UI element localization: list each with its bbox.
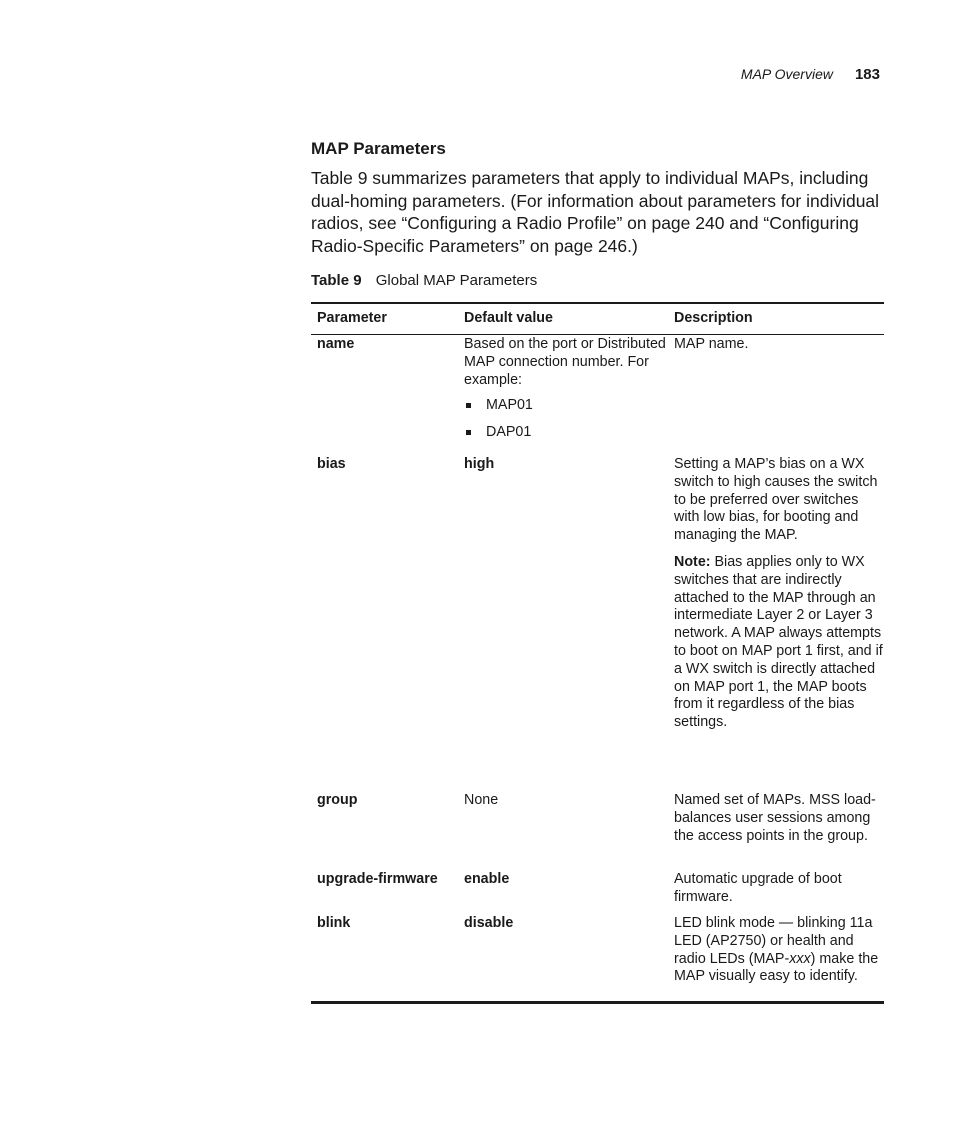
table-row [311, 871, 884, 915]
list-item: DAP01 [464, 424, 674, 442]
header-default-value: Default value [464, 310, 553, 327]
header-description: Description [674, 310, 753, 327]
desc-bias-cell [674, 456, 884, 792]
desc-upgrade-firmware: Automatic upgrade of boot firmware. [674, 871, 842, 905]
example-list [464, 397, 674, 442]
bullet-square-icon [466, 403, 471, 408]
default-bias: high [464, 456, 495, 472]
intro-paragraph: Table 9 summarizes parameters that apply to individual MAPs, including dual-homing parameters. (For information about parameters for individual radios, see “Configuring a Radio Profile” on page 240 and “Configuring Radio-Specific Parameters” on page 246.) [311, 168, 880, 256]
note-text: Bias applies only to WX switches that are indirectly attached to the MAP through an intermediate Layer 2 or Layer 3 network. A MAP always attempts to boot on MAP port 1 first, and if a WX switch is directly attached on MAP port 1, the MAP boots from it regardless of the bias settings. [674, 553, 883, 731]
table-row [311, 335, 884, 456]
running-header-section: MAP Overview [740, 66, 833, 82]
default-name-cell [464, 336, 674, 456]
default-name-text: Based on the port or Distributed MAP connection number. For example: [464, 336, 666, 388]
desc-group: Named set of MAPs. MSS load-balances user sessions among the access points in the group. [674, 792, 876, 844]
desc-name: MAP name. [674, 336, 749, 352]
note-label: Note: [674, 553, 711, 570]
param-blink: blink [317, 915, 351, 931]
page-number: 183 [854, 66, 880, 83]
default-upgrade-firmware: enable [464, 871, 510, 887]
desc-bias: Setting a MAP’s bias on a WX switch to high causes the switch to be preferred over switches with low bias, for booting and managing the MAP. [674, 456, 878, 544]
param-bias: bias [317, 456, 346, 472]
table-row [311, 915, 884, 1001]
table-caption-text: Global MAP Parameters [375, 272, 538, 289]
table-header-row [311, 304, 884, 335]
table-caption-label: Table 9 [311, 272, 362, 289]
default-blink: disable [464, 915, 514, 931]
param-group: group [317, 792, 358, 808]
list-item: MAP01 [464, 397, 674, 415]
header-parameter: Parameter [317, 310, 387, 327]
parameters-table [311, 302, 884, 1004]
desc-blink: LED blink mode — blinking 11a LED (AP2750) or health and radio LEDs (MAP-xxx) make the MAP visually easy to identify. [674, 915, 879, 985]
table-row [311, 792, 884, 871]
param-name: name [317, 336, 355, 352]
bias-note [674, 554, 884, 732]
running-header [741, 66, 880, 83]
bullet-square-icon [466, 430, 471, 435]
default-group: None [464, 792, 499, 808]
table-row [311, 456, 884, 792]
table-caption [311, 272, 537, 289]
desc-blink-italic: xxx [789, 950, 811, 967]
param-upgrade-firmware: upgrade-firmware [317, 871, 438, 887]
section-title: MAP Parameters [311, 139, 446, 158]
